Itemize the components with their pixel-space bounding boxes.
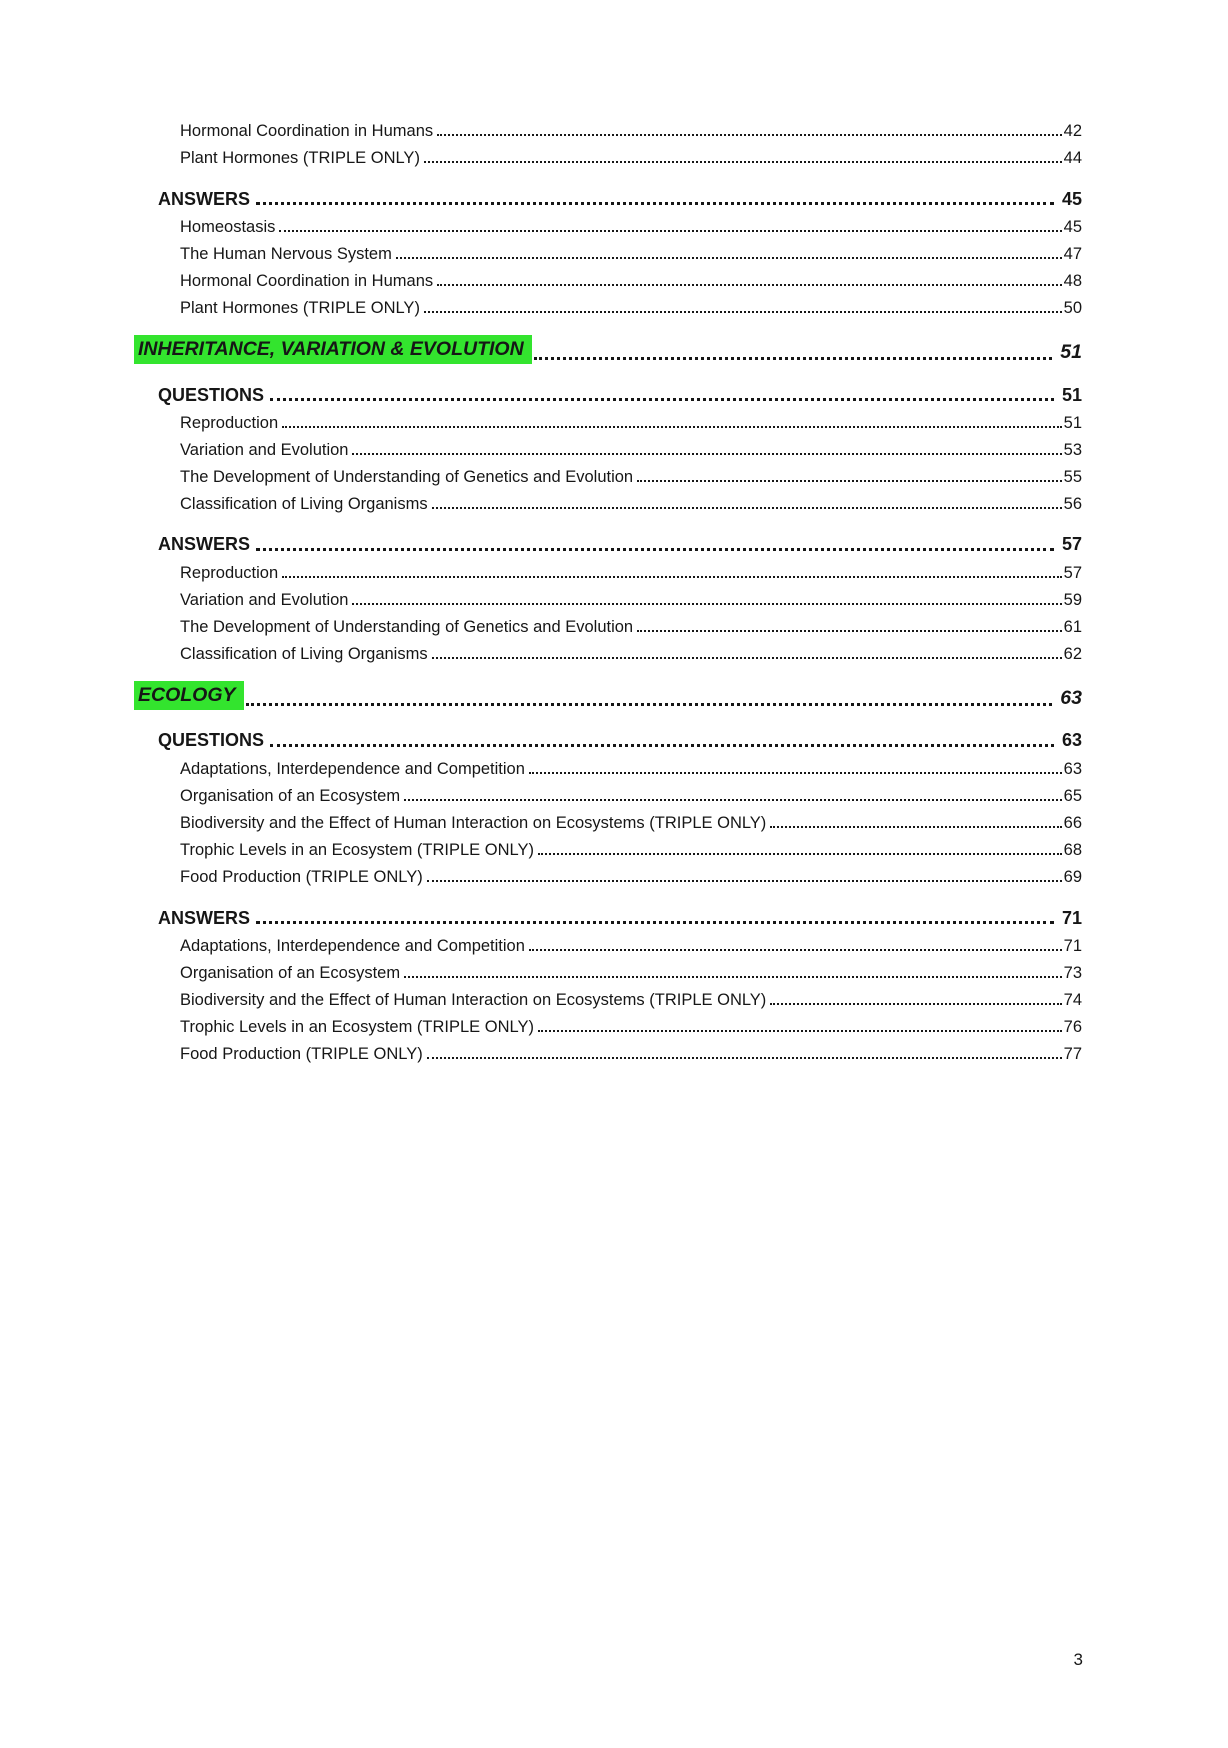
toc-chapter-page: 63 — [1060, 687, 1082, 710]
toc-section-heading[interactable] — [134, 724, 1082, 751]
toc-section-page: 51 — [1061, 384, 1082, 405]
toc-entry-label: Adaptations, Interdependence and Competition — [180, 936, 525, 955]
toc-entry-label: Variation and Evolution — [180, 590, 349, 609]
toc-chapter-page: 51 — [1060, 341, 1082, 364]
toc-entry-label: Organisation of an Ecosystem — [180, 963, 401, 982]
toc-section-label: ANSWERS — [158, 907, 251, 928]
dot-leader — [424, 311, 1062, 313]
toc-entry[interactable] — [134, 751, 1082, 778]
toc-entry[interactable] — [134, 433, 1082, 460]
dot-leader — [427, 880, 1062, 882]
toc-entry-label: Homeostasis — [180, 217, 276, 236]
toc-entry-label: Reproduction — [180, 563, 279, 582]
toc-entry-label: Classification of Living Organisms — [180, 495, 428, 514]
dot-leader — [424, 161, 1062, 163]
toc-entry-label: Variation and Evolution — [180, 440, 349, 459]
dot-leader — [279, 230, 1061, 232]
dot-leader — [432, 657, 1062, 659]
toc-entry-page: 73 — [1063, 963, 1082, 982]
toc-entry[interactable] — [134, 114, 1082, 141]
toc-entry-page: 51 — [1063, 413, 1082, 432]
toc-entry-label: Plant Hormones (TRIPLE ONLY) — [180, 149, 420, 168]
toc-chapter-label-highlighted: INHERITANCE, VARIATION & EVOLUTION — [134, 335, 532, 364]
toc-entry-page: 50 — [1063, 299, 1082, 318]
dot-leader — [352, 453, 1061, 455]
dot-leader — [256, 921, 1054, 924]
toc-entry-page: 53 — [1063, 440, 1082, 459]
toc-entry[interactable] — [134, 929, 1082, 956]
toc-entry-label: Plant Hormones (TRIPLE ONLY) — [180, 299, 420, 318]
toc-entry-page: 69 — [1063, 868, 1082, 887]
toc-entry-label: The Development of Understanding of Genetics and Evolution — [180, 618, 634, 636]
toc-entry-page: 62 — [1063, 645, 1082, 664]
toc-entry-page: 47 — [1063, 244, 1082, 263]
toc-entry-label: Hormonal Coordination in Humans — [180, 272, 434, 291]
dot-leader — [538, 853, 1062, 855]
toc-entry[interactable] — [134, 860, 1082, 887]
toc-entry-label: Adaptations, Interdependence and Competition — [180, 759, 525, 778]
dot-leader — [404, 799, 1062, 801]
toc-entry-page: 56 — [1063, 495, 1082, 514]
toc-entry-label: Classification of Living Organisms — [180, 645, 428, 664]
dot-leader — [270, 744, 1054, 747]
dot-leader — [529, 949, 1062, 951]
toc-entry-label: Trophic Levels in an Ecosystem (TRIPLE ONLY) — [180, 841, 534, 860]
toc-entry[interactable] — [134, 583, 1082, 610]
toc-entry[interactable] — [134, 610, 1082, 637]
toc-entry-label: Trophic Levels in an Ecosystem (TRIPLE ONLY) — [180, 1018, 534, 1037]
dot-leader — [282, 576, 1061, 578]
toc-entry[interactable] — [134, 833, 1082, 860]
dot-leader — [534, 357, 1053, 360]
dot-leader — [427, 1057, 1062, 1059]
toc-section-page: 45 — [1061, 188, 1082, 209]
toc-entry[interactable] — [134, 1010, 1082, 1037]
toc-entry-page: 45 — [1063, 217, 1082, 236]
toc-entry-label: Biodiversity and the Effect of Human Interaction on Ecosystems (TRIPLE ONLY) — [180, 991, 767, 1010]
toc-entry[interactable] — [134, 555, 1082, 582]
dot-leader — [437, 134, 1062, 136]
dot-leader — [246, 703, 1053, 706]
dot-leader — [770, 1003, 1061, 1005]
toc-entry-page: 61 — [1063, 618, 1082, 636]
dot-leader — [637, 630, 1062, 632]
dot-leader — [270, 398, 1054, 401]
toc-entry[interactable] — [134, 779, 1082, 806]
dot-leader — [256, 202, 1054, 205]
toc-entry-label: Food Production (TRIPLE ONLY) — [180, 1045, 423, 1064]
toc-entry[interactable] — [134, 237, 1082, 264]
toc-entry-label: Food Production (TRIPLE ONLY) — [180, 868, 423, 887]
toc-entry-page: 48 — [1063, 272, 1082, 291]
toc-entry-page: 65 — [1063, 786, 1082, 805]
toc-entry-page: 71 — [1063, 936, 1082, 955]
toc-section-page: 63 — [1061, 730, 1082, 751]
toc-chapter-label-highlighted: ECOLOGY — [134, 681, 244, 710]
toc-section-page: 71 — [1061, 907, 1082, 928]
toc-entry-page: 57 — [1063, 563, 1082, 582]
dot-leader — [404, 976, 1062, 978]
toc-entry-label: Hormonal Coordination in Humans — [180, 122, 434, 141]
toc-entry-page: 63 — [1063, 759, 1082, 778]
toc-entry-label: The Human Nervous System — [180, 244, 392, 263]
table-of-contents — [134, 114, 1082, 1064]
toc-entry-page: 68 — [1063, 841, 1082, 860]
toc-section-heading[interactable] — [134, 378, 1082, 405]
toc-entry-page: 76 — [1063, 1018, 1082, 1037]
dot-leader — [282, 426, 1061, 428]
toc-entry[interactable] — [134, 460, 1082, 487]
toc-entry[interactable] — [134, 291, 1082, 318]
toc-section-label: ANSWERS — [158, 534, 251, 555]
dot-leader — [437, 284, 1062, 286]
toc-entry-page: 55 — [1063, 468, 1082, 487]
toc-chapter-heading-inheritance-variation-evolution[interactable] — [134, 333, 1082, 364]
dot-leader — [432, 507, 1062, 509]
toc-entry-page: 44 — [1063, 149, 1082, 168]
toc-section-page: 57 — [1061, 534, 1082, 555]
toc-section-heading[interactable] — [134, 528, 1082, 555]
toc-entry[interactable] — [134, 210, 1082, 237]
toc-entry[interactable] — [134, 487, 1082, 514]
dot-leader — [256, 548, 1054, 551]
toc-entry-label: Reproduction — [180, 413, 279, 432]
toc-entry-page: 59 — [1063, 590, 1082, 609]
toc-entry[interactable] — [134, 983, 1082, 1010]
toc-chapter-heading-ecology[interactable] — [134, 679, 1082, 710]
toc-section-label: ANSWERS — [158, 188, 251, 209]
dot-leader — [770, 826, 1061, 828]
toc-entry-page: 66 — [1063, 813, 1082, 832]
toc-section-heading[interactable] — [134, 901, 1082, 928]
dot-leader — [637, 480, 1062, 482]
toc-entry-label: Biodiversity and the Effect of Human Interaction on Ecosystems (TRIPLE ONLY) — [180, 813, 767, 832]
dot-leader — [529, 772, 1062, 774]
toc-entry-page: 74 — [1063, 991, 1082, 1010]
toc-entry[interactable] — [134, 406, 1082, 433]
toc-entry[interactable] — [134, 141, 1082, 168]
toc-entry[interactable] — [134, 1037, 1082, 1064]
toc-entry-page: 42 — [1063, 122, 1082, 141]
toc-entry[interactable] — [134, 637, 1082, 664]
dot-leader — [352, 603, 1061, 605]
toc-entry[interactable] — [134, 956, 1082, 983]
toc-section-label: QUESTIONS — [158, 384, 265, 405]
toc-entry[interactable] — [134, 264, 1082, 291]
toc-section-label: QUESTIONS — [158, 730, 265, 751]
toc-entry-label: The Development of Understanding of Genetics and Evolution — [180, 468, 634, 487]
page-number: 3 — [1073, 1650, 1083, 1669]
dot-leader — [396, 257, 1062, 259]
toc-entry-label: Organisation of an Ecosystem — [180, 786, 401, 805]
toc-entry-page: 77 — [1063, 1045, 1082, 1064]
dot-leader — [538, 1030, 1062, 1032]
toc-section-heading[interactable] — [134, 182, 1082, 209]
toc-entry[interactable] — [134, 806, 1082, 833]
